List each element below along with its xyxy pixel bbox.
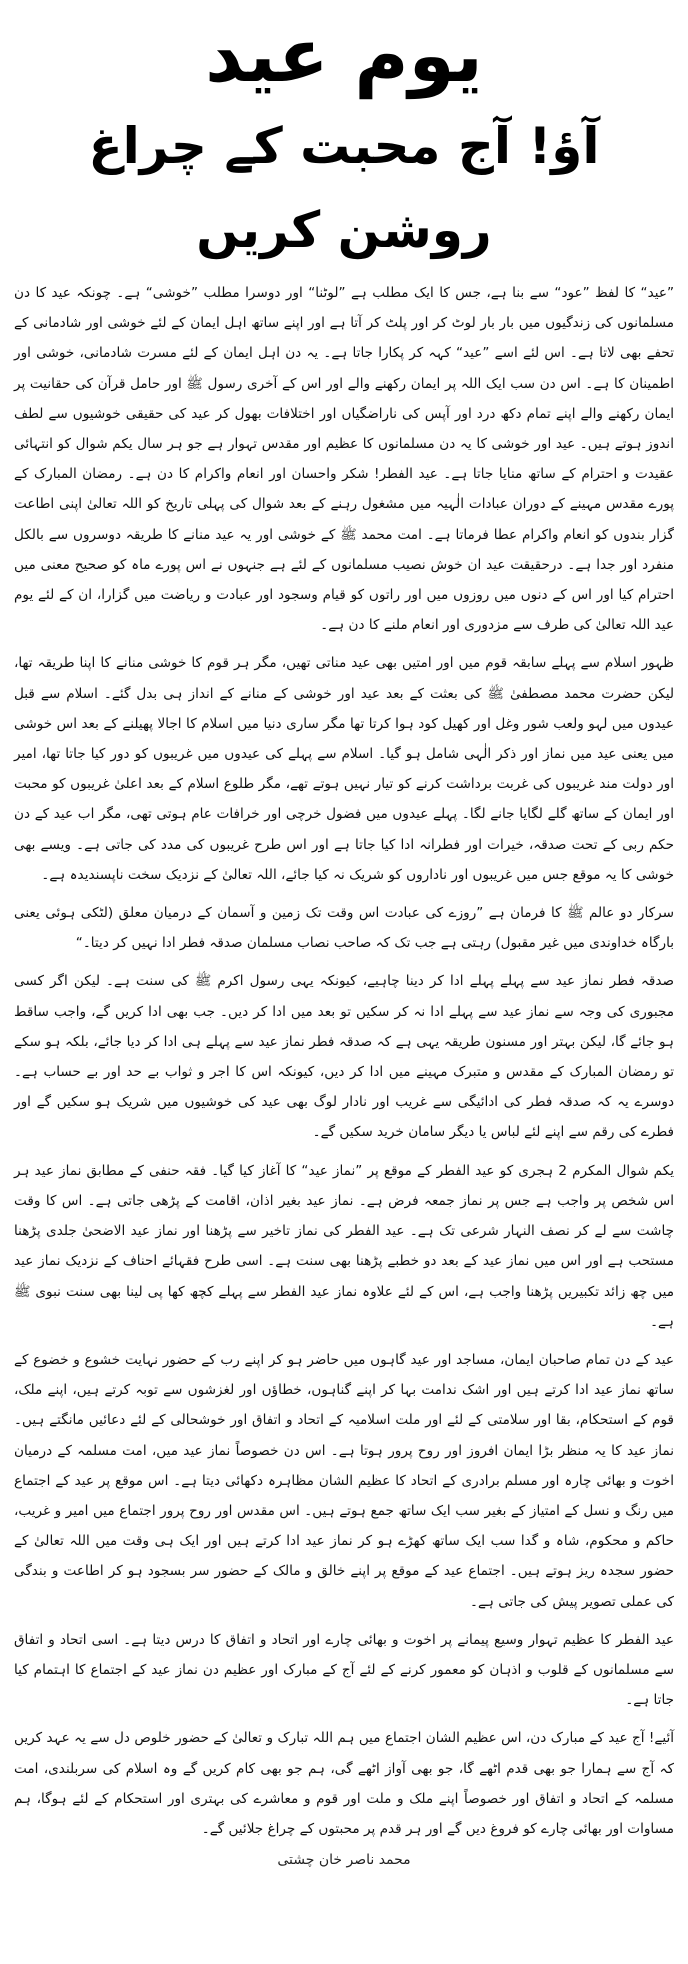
paragraph: یکم شوال المکرم 2 ہجری کو عید الفطر کے موقع پر ”نماز عید“ کا آغاز کیا گیا۔ فقہ حنفی کے مطابق نماز عید ہر اس شخص پر واجب ہے جس پر نماز جمعہ فرض ہے۔ نماز عید بغیر اذان، اقامت کے پڑھی جاتی ہے۔ اس کا وقت چاشت سے لے کر نصف النہار شرعی تک ہے۔ عید الفطر کی نماز تاخیر سے پڑھنا اور نماز عید الاضحیٰ جلدی پڑھنا مستحب ہے اور اس میں نماز عید کے بعد دو خطبے پڑھنا بھی سنت ہے۔ اسی طرح فقہائے احناف کے نزدیک نماز عید میں چھ زائد تکبیریں پڑھنا واجب ہے، اس کے لئے علاوہ نماز عید الفطر سے پہلے کچھ کھا پی لینا بھی سنت نبوی ﷺ ہے۔: [14, 1162, 674, 1330]
paragraph: عید کے دن تمام صاحبان ایمان، مساجد اور عید گاہوں میں حاضر ہو کر اپنے رب کے حضور نہایت خشوع و خضوع کے ساتھ نماز عید ادا کرتے ہیں اور اشک ندامت بہا کر اپنے گناہوں، خطاؤں اور لغزشوں سے توبہ کرتے ہیں، اپنے ملک، قوم کے استحکام، بقا اور سلامتی کے لئے اور ملت اسلامیہ کے اتحاد و اتفاق اور خوشحالی کے لئے دعائیں مانگتے ہیں۔ نماز عید کا یہ منظر بڑا ایمان افروز اور روح پرور ہوتا ہے۔ اس دن خصوصاً نماز عید میں، امت مسلمہ کے درمیان اخوت و بھائی چارہ اور مسلم برادری کے اتحاد کا عظیم الشان مظاہرہ دکھائی دیتا ہے۔ اس موقع پر عید کے اجتماع میں رنگ و نسل کے امتیاز کے بغیر سب ایک ساتھ جمع ہوتے ہیں۔ اس مقدس اور روح پرور اجتماع میں امیر و غریب، حاکم و محکوم، شاہ و گدا سب ایک ساتھ کھڑے ہو کر نماز عید ادا کرتے ہیں اور ایک ہی وقت میں اللہ تعالیٰ کے حضور سجدہ ریز ہوتے ہیں۔ اجتماع عید کے موقع پر اپنے خالق و مالک کے حضور سر بسجود ہو کر اطاعت و بندگی کی عملی تصویر پیش کی جاتی ہے۔: [14, 1351, 674, 1610]
author-signature: محمد ناصر خان چشتی: [277, 1852, 411, 1869]
paragraph: سرکار دو عالم ﷺ کا فرمان ہے ”روزے کی عبادت اس وقت تک زمین و آسمان کے درمیان معلق (لٹکی ہوئی یعنی بارگاہ خداوندی میں غیر مقبول) رہتی ہے جب تک کہ صاحب نصاب مسلمان صدقہ فطر ادا نہیں کر دیتا۔“: [14, 905, 674, 952]
article-body: [14, 278, 674, 1844]
paragraph: عید الفطر کا عظیم تہوار وسیع پیمانے پر اخوت و بھائی چارے اور اتحاد و اتفاق کا درس دیتا ہے۔ اسی اتحاد و اتفاق سے مسلمانوں کے قلوب و اذہان کو معمور کرنے کے لئے آج کے مبارک اور عظیم دن نماز عید کے اجتماع کا اہتمام کیا جاتا ہے۔: [14, 1631, 674, 1709]
article-title: یوم عید: [205, 13, 483, 99]
paragraph: صدقہ فطر نماز عید سے پہلے پہلے ادا کر دینا چاہیے، کیونکہ یہی رسول اکرم ﷺ کی سنت ہے۔ لیکن اگر کسی مجبوری کی وجہ سے نماز عید سے پہلے ادا نہ کر سکیں تو بعد میں ادا کر دیں۔ جب بھی ادا کریں گے، واجب ساقط ہو جائے گا، لیکن بہتر اور مسنون طریقہ یہی ہے کہ صدقہ فطر نماز عید سے پہلے ہی ادا کر دیا جائے، بلکہ ہو سکے تو رمضان المبارک کے مقدس و متبرک مہینے میں ادا کر دیں، کیونکہ اس کا اجر و ثواب بے حد اور بے حساب ہے۔ دوسرے یہ کہ صدقہ فطر کی ادائیگی سے غریب اور نادار لوگ بھی عید کی خوشیوں میں شریک ہو سکیں گے اور فطرے کی رقم سے اپنے لئے لباس یا دیگر سامان خرید سکیں گے۔: [14, 973, 674, 1141]
paragraph: آئیے! آج عید کے مبارک دن، اس عظیم الشان اجتماع میں ہم اللہ تبارک و تعالیٰ کے حضور خلوص دل سے یہ عہد کریں کہ آج سے ہمارا جو بھی قدم اٹھے گا، جو بھی آواز اٹھے گی، ہم جو بھی کام کریں گے وہ اسلام کی سربلندی، امت مسلمہ کے اتحاد و اتفاق اور خصوصاً اپنے ملک و ملت اور قوم و معاشرے کی بہتری اور استحکام کے لئے ہوگا، ہم مساوات اور بھائی چارے کو فروغ دیں گے اور ہر قدم پر محبتوں کے چراغ جلائیں گے۔: [14, 1730, 674, 1837]
paragraph: ”عید“ کا لفظ ”عود“ سے بنا ہے، جس کا ایک مطلب ہے ”لوٹنا“ اور دوسرا مطلب ”خوشی“ ہے۔ چونکہ عید کا دن مسلمانوں کی زندگیوں میں بار بار لوٹ کر اور پلٹ کر آتا ہے اور اپنے ساتھ اہل ایمان کے لئے خوشی اور شادمانی کے تحفے بھی لاتا ہے۔ اس لئے اسے ”عید“ کہہ کر پکارا جاتا ہے۔ یہ دن اہل ایمان کے لئے مسرت شادمانی، خوشی اور اطمینان کا ہے۔ اس دن سب ایک اللہ پر ایمان رکھنے والے اور اس کے آخری رسول ﷺ اور حامل قرآن کی حقانیت پر ایمان رکھنے والے اپنے تمام دکھ درد اور آپس کی ناراضگیاں اور اختلافات بھول کر عید کی حقیقی خوشیوں سے لطف اندوز ہوتے ہیں۔ عید اور خوشی کا یہ دن مسلمانوں کا عظیم اور مقدس تہوار ہے جو ہر سال یکم شوال کو انتہائی عقیدت و احترام کے ساتھ منایا جاتا ہے۔ عید الفطر! شکر واحسان اور انعام واکرام کا دن ہے۔ رمضان المبارک کے پورے مقدس مہینے کے دوران عبادات الٰہیہ میں مشغول رہنے کے بعد شوال کی پہلی تاریخ کو اللہ تعالیٰ اپنی اطاعت گزار بندوں کو انعام واکرام عطا فرماتا ہے۔ امت محمد ﷺ کے خوشی اور یہ عید منانے کا طریقہ دوسروں سے بالکل منفرد اور جدا ہے۔ درحقیقت عید ان خوش نصیب مسلمانوں کے لئے ہے جنہوں نے اس پورے ماہ کو صحیح معنی میں احترام کیا اور اس کے دنوں میں روزوں میں اور راتوں کو قیام وسجود اور عبادت و ریاضت میں گزارا، ان کے لئے یوم عید اللہ تعالیٰ کی طرف سے مزدوری اور انعام ملنے کا دن ہے۔: [14, 285, 674, 634]
paragraph: ظہور اسلام سے پہلے سابقہ قوم میں اور امتیں بھی عید مناتی تھیں، مگر ہر قوم کا خوشی منانے کا اپنا طریقہ تھا، لیکن حضرت محمد مصطفیٰ ﷺ کی بعثت کے بعد عید اور خوشی کے منانے کے انداز ہی بدل گئے۔ اسلام سے قبل عیدوں میں لہو ولعب شور وغل اور کھیل کود ہوا کرتا تھا مگر ساری دنیا میں اسلام کا اجالا پھیلنے کے بعد اس خوشی میں یعنی عید میں نماز اور ذکر الٰہی شامل ہو گیا۔ اسلام سے پہلے کی عیدوں میں غریبوں کو دور کیا جاتا تھا، امیر اور دولت مند غریبوں کی غربت برداشت کرنے کو تیار نہیں ہوتے تھے، مگر طلوع اسلام کے بعد اعلیٰ غریبوں کو محبت اور ایمان کے ساتھ گلے لگایا جانے لگا۔ پہلے عیدوں میں فضول خرچی اور خرافات عام ہوتی تھی، مگر اب عید کے دن حکم ربی کے تحت صدقہ، خیرات اور فطرانہ ادا کیا جاتا ہے اور اس طرح غریبوں کی مدد کی جاتی ہے۔ ویسے بھی خوشی کا یہ موقع جس میں غریبوں اور ناداروں کو شریک نہ کیا جائے، اللہ تعالیٰ کے نزدیک سخت ناپسندیدہ ہے۔: [14, 655, 674, 883]
article-subtitle: آؤ! آج محبت کے چراغ روشن کریں: [88, 117, 600, 259]
